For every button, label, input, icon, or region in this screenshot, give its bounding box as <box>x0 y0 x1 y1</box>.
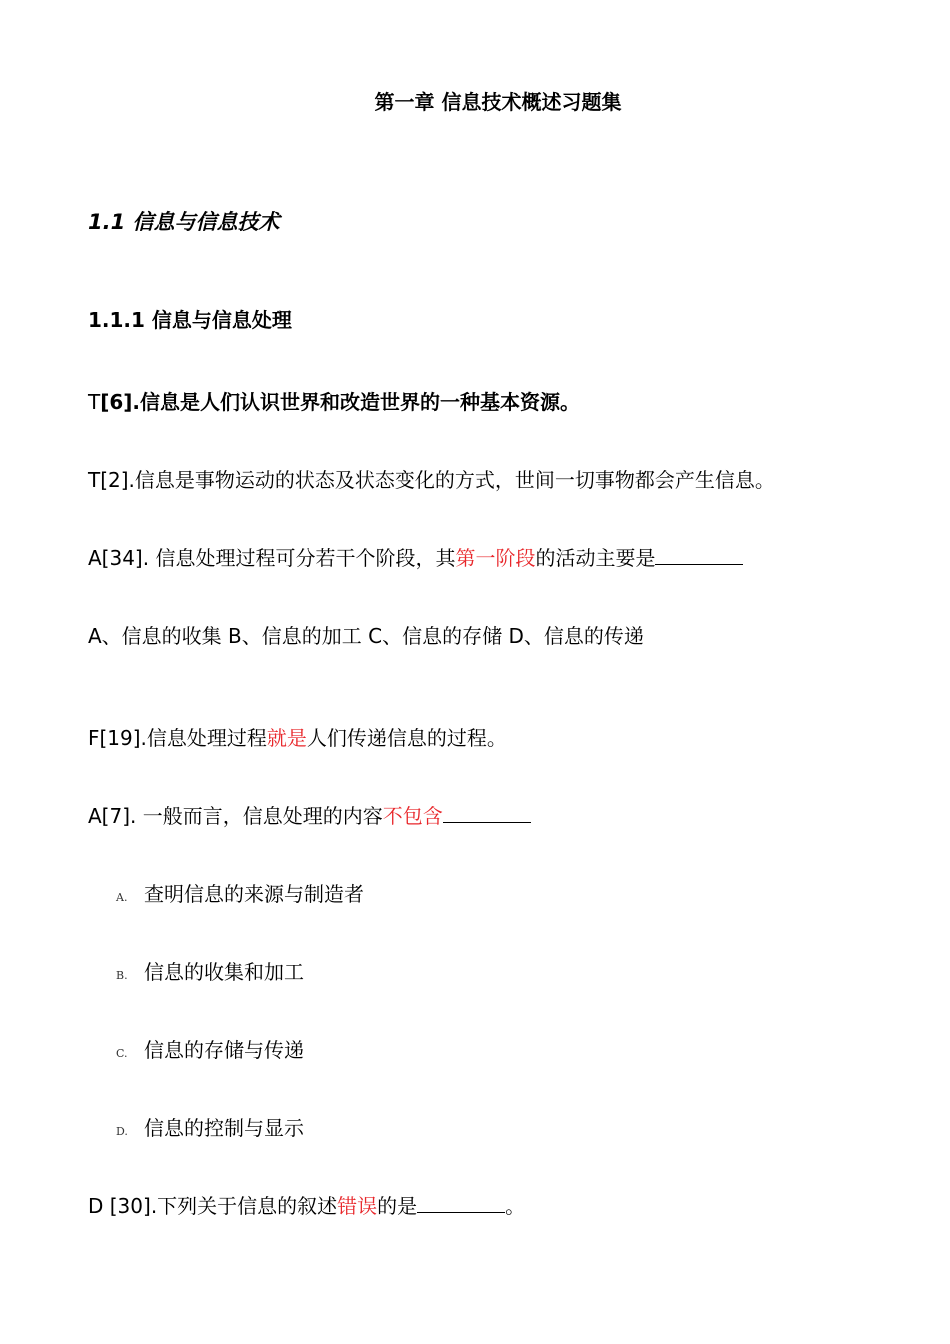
answer-blank <box>417 1192 505 1213</box>
question-a7-highlight: 不包含 <box>382 804 443 828</box>
option-letter: C. <box>116 1047 128 1060</box>
option-letter: B. <box>116 969 128 982</box>
question-d30 <box>88 1192 525 1220</box>
question-f19-text-end: 人们传递信息的过程。 <box>306 726 507 750</box>
question-d30-end: 。 <box>505 1194 526 1218</box>
subsection-heading: 1.1.1 信息与信息处理 <box>88 308 292 332</box>
answer-blank <box>655 544 743 565</box>
option-text: 信息的收集和加工 <box>144 960 304 984</box>
section-heading: 1.1 信息与信息技术 <box>88 210 280 234</box>
question-a7-text: A[7]. 一般而言，信息处理的内容 <box>88 804 383 828</box>
option-d <box>116 1114 304 1146</box>
option-a <box>116 880 364 912</box>
question-d30-text-mid: 的是 <box>377 1194 418 1218</box>
question-a7 <box>88 802 531 830</box>
page-title: 第一章 信息技术概述习题集 <box>374 90 622 114</box>
question-d30-text: D [30].下列关于信息的叙述 <box>88 1194 338 1218</box>
option-text: 查明信息的来源与制造者 <box>144 882 364 906</box>
option-b <box>116 958 304 990</box>
option-text: 信息的存储与传递 <box>144 1038 304 1062</box>
option-c <box>116 1036 304 1068</box>
question-t6-prefix: T <box>88 390 101 414</box>
question-a34-text-end: 的活动主要是 <box>535 546 656 570</box>
question-a34-highlight: 第一阶段 <box>455 546 536 570</box>
answer-blank <box>443 802 531 823</box>
question-t6-text: [6].信息是人们认识世界和改造世界的一种基本资源。 <box>100 390 581 414</box>
question-t2: T[2].信息是事物运动的状态及状态变化的方式，世间一切事物都会产生信息。 <box>88 468 775 492</box>
option-text: 信息的控制与显示 <box>144 1116 304 1140</box>
question-a34-text: A[34]. 信息处理过程可分若干个阶段，其 <box>88 546 456 570</box>
question-d30-highlight: 错误 <box>337 1194 378 1218</box>
option-letter: A. <box>116 891 128 904</box>
question-f19-highlight: 就是 <box>266 726 307 750</box>
question-f19 <box>88 724 507 752</box>
question-a34 <box>88 544 743 572</box>
option-letter: D. <box>116 1125 128 1138</box>
question-f19-text: F[19].信息处理过程 <box>88 726 267 750</box>
question-a34-options: A、信息的收集 B、信息的加工 C、信息的存储 D、信息的传递 <box>88 624 644 648</box>
question-t6 <box>88 388 580 416</box>
